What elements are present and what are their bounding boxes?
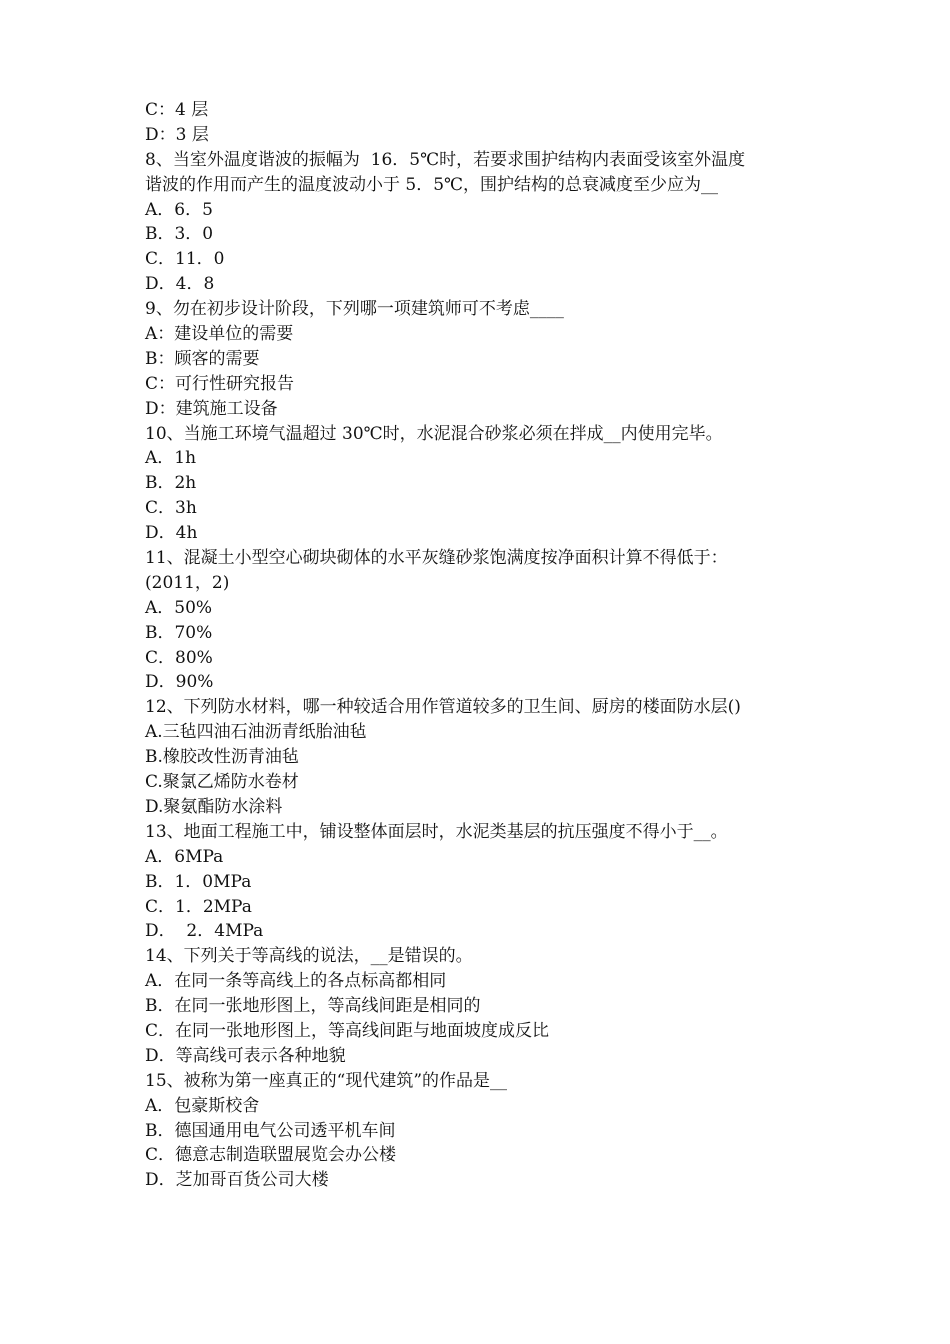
question-9-text: 9、勿在初步设计阶段，下列哪一项建筑师可不考虑____ bbox=[145, 299, 564, 320]
question-15-option-a: A．包豪斯校舍 bbox=[145, 1095, 260, 1116]
question-8-option-b: B．3．0 bbox=[145, 224, 214, 245]
question-8-option-d: D．4．8 bbox=[145, 274, 215, 295]
question-12-option-a: A.三毡四油石油沥青纸胎油毡 bbox=[145, 722, 367, 743]
question-9-option-b: B：顾客的需要 bbox=[145, 348, 260, 369]
question-10-option-c: C．3h bbox=[145, 498, 197, 519]
question-8-text: 8、当室外温度谐波的振幅为 16．5℃时，若要求围护结构内表面受该室外温度 bbox=[145, 149, 746, 170]
question-10-option-a: A．1h bbox=[145, 448, 197, 469]
question-13-option-d: D． 2．4MPa bbox=[145, 921, 264, 942]
question-13-option-b: B．1．0MPa bbox=[145, 871, 252, 892]
question-15-option-b: B．德国通用电气公司透平机车间 bbox=[145, 1120, 396, 1141]
option-c: C：4 层 bbox=[145, 100, 209, 120]
question-12-option-d: D.聚氨酯防水涂料 bbox=[145, 796, 283, 817]
question-12-option-c: C.聚氯乙烯防水卷材 bbox=[145, 772, 299, 793]
question-15-option-d: D．芝加哥百货公司大楼 bbox=[145, 1170, 329, 1191]
question-13-text: 13、地面工程施工中，铺设整体面层时，水泥类基层的抗压强度不得小于__。 bbox=[145, 821, 728, 842]
question-8-option-c: C．11．0 bbox=[145, 249, 225, 270]
question-9-option-d: D：建筑施工设备 bbox=[145, 398, 278, 419]
question-11-text: 11、混凝土小型空心砌块砌体的水平灰缝砂浆饱满度按净面积计算不得低于： bbox=[145, 548, 728, 569]
question-11-text-cont: (2011，2) bbox=[145, 572, 230, 593]
question-14-option-a: A．在同一条等高线上的各点标高都相同 bbox=[145, 971, 447, 992]
question-list bbox=[145, 98, 815, 1193]
question-13-option-a: A．6MPa bbox=[145, 846, 224, 867]
question-14-text: 14、下列关于等高线的说法，__是错误的。 bbox=[145, 946, 473, 967]
question-14-option-b: B．在同一张地形图上，等高线间距是相同的 bbox=[145, 996, 481, 1017]
option-d: D：3 层 bbox=[145, 124, 209, 145]
question-12-option-b: B.橡胶改性沥青油毡 bbox=[145, 747, 299, 768]
question-10-option-b: B．2h bbox=[145, 473, 197, 494]
question-15-option-c: C．德意志制造联盟展览会办公楼 bbox=[145, 1145, 397, 1166]
question-11-option-b: B．70% bbox=[145, 622, 213, 643]
question-8-option-a: A．6．5 bbox=[145, 199, 213, 220]
question-10-option-d: D．4h bbox=[145, 523, 198, 544]
question-14-option-c: C．在同一张地形图上，等高线间距与地面坡度成反比 bbox=[145, 1020, 550, 1041]
question-14-option-d: D．等高线可表示各种地貌 bbox=[145, 1045, 346, 1066]
question-9-option-c: C：可行性研究报告 bbox=[145, 373, 295, 394]
question-9-option-a: A：建设单位的需要 bbox=[145, 324, 294, 345]
question-10-text: 10、当施工环境气温超过 30℃时，水泥混合砂浆必须在拌成__内使用完毕。 bbox=[145, 423, 723, 444]
question-8-text-cont: 谐波的作用而产生的温度波动小于 5．5℃，围护结构的总衰减度至少应为__ bbox=[145, 174, 719, 195]
question-15-text: 15、被称为第一座真正的“现代建筑”的作品是__ bbox=[145, 1070, 508, 1091]
question-13-option-c: C．1．2MPa bbox=[145, 896, 252, 917]
question-11-option-c: C．80% bbox=[145, 647, 213, 668]
question-12-text: 12、下列防水材料，哪一种较适合用作管道较多的卫生间、厨房的楼面防水层() bbox=[145, 697, 741, 718]
question-11-option-a: A．50% bbox=[145, 597, 213, 618]
question-11-option-d: D．90% bbox=[145, 672, 214, 693]
